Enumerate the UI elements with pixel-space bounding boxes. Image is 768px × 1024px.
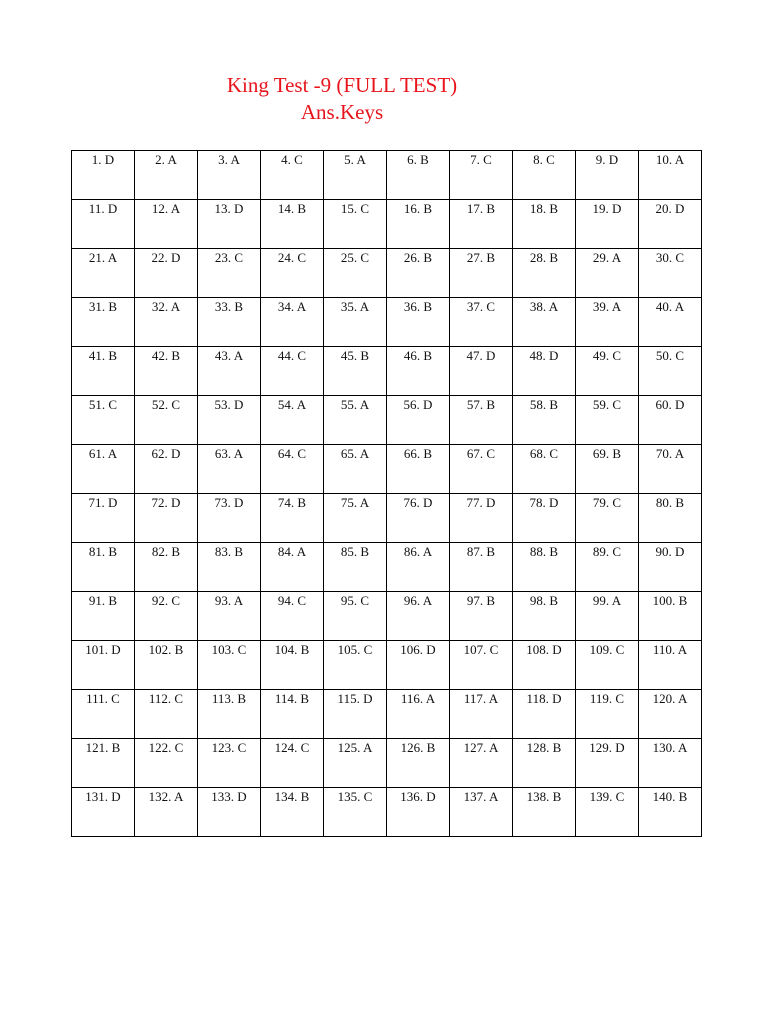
answer-cell xyxy=(639,494,702,543)
answer-text: 73. D xyxy=(214,495,244,510)
answer-text: 93. A xyxy=(214,593,244,608)
answer-text: 129. D xyxy=(589,740,625,755)
answer-cell xyxy=(198,788,261,837)
answer-cell xyxy=(576,445,639,494)
answer-text: 95. C xyxy=(340,593,370,608)
answer-cell xyxy=(198,494,261,543)
answer-text: 108. D xyxy=(526,642,562,657)
answer-cell xyxy=(639,739,702,788)
answer-text: 89. C xyxy=(592,544,622,559)
answer-text: 58. B xyxy=(529,397,559,412)
answer-text: 96. A xyxy=(403,593,433,608)
answer-cell xyxy=(639,592,702,641)
answer-text: 35. A xyxy=(340,299,370,314)
answer-text: 107. C xyxy=(463,642,499,657)
answer-text: 41. B xyxy=(88,348,118,363)
answer-text: 130. A xyxy=(652,740,688,755)
answer-text: 74. B xyxy=(277,495,307,510)
answer-text: 30. C xyxy=(655,250,685,265)
answer-row xyxy=(72,200,702,249)
answer-cell xyxy=(135,151,198,200)
answer-text: 12. A xyxy=(151,201,181,216)
answer-cell xyxy=(135,396,198,445)
answer-text: 120. A xyxy=(652,691,688,706)
answer-cell xyxy=(324,739,387,788)
answer-cell xyxy=(135,200,198,249)
answer-cell xyxy=(324,494,387,543)
answer-text: 15. C xyxy=(340,201,370,216)
answer-cell xyxy=(576,543,639,592)
answer-row xyxy=(72,249,702,298)
answer-text: 94. C xyxy=(277,593,307,608)
answer-text: 67. C xyxy=(466,446,496,461)
answer-text: 23. C xyxy=(214,250,244,265)
answer-cell xyxy=(387,494,450,543)
answer-cell xyxy=(450,788,513,837)
answer-text: 70. A xyxy=(655,446,685,461)
answer-cell xyxy=(72,298,135,347)
answer-cell xyxy=(513,690,576,739)
answer-text: 97. B xyxy=(466,593,496,608)
answer-cell xyxy=(450,592,513,641)
answer-text: 7. C xyxy=(470,152,492,167)
answer-text: 14. B xyxy=(277,201,307,216)
answer-cell xyxy=(324,543,387,592)
answer-cell xyxy=(387,592,450,641)
answer-cell xyxy=(261,298,324,347)
answer-text: 9. D xyxy=(595,152,619,167)
answer-cell xyxy=(324,641,387,690)
answer-cell xyxy=(72,151,135,200)
answer-cell xyxy=(135,298,198,347)
answer-cell xyxy=(639,298,702,347)
answer-text: 132. A xyxy=(148,789,184,804)
answer-cell xyxy=(450,739,513,788)
answer-text: 8. C xyxy=(533,152,555,167)
answer-cell xyxy=(72,200,135,249)
answer-text: 126. B xyxy=(400,740,436,755)
answer-text: 91. B xyxy=(88,593,118,608)
answer-text: 43. A xyxy=(214,348,244,363)
answer-row xyxy=(72,543,702,592)
title-block xyxy=(0,72,684,126)
answer-cell xyxy=(639,200,702,249)
answer-text: 84. A xyxy=(277,544,307,559)
answer-cell xyxy=(576,151,639,200)
answer-text: 114. B xyxy=(274,691,310,706)
answer-text: 99. A xyxy=(592,593,622,608)
answer-cell xyxy=(72,543,135,592)
answer-text: 116. A xyxy=(400,691,436,706)
answer-cell xyxy=(639,690,702,739)
answer-cell xyxy=(135,592,198,641)
answer-text: 68. C xyxy=(529,446,559,461)
answer-cell xyxy=(72,396,135,445)
answer-text: 98. B xyxy=(529,593,559,608)
answer-cell xyxy=(135,739,198,788)
answer-cell xyxy=(513,592,576,641)
answer-text: 45. B xyxy=(340,348,370,363)
answer-text: 88. B xyxy=(529,544,559,559)
answer-cell xyxy=(450,151,513,200)
answer-text: 128. B xyxy=(526,740,562,755)
answer-text: 101. D xyxy=(85,642,121,657)
answer-cell xyxy=(639,347,702,396)
answer-text: 124. C xyxy=(274,740,310,755)
answer-text: 118. D xyxy=(526,691,562,706)
answer-cell xyxy=(513,445,576,494)
answer-text: 44. C xyxy=(277,348,307,363)
answer-text: 64. C xyxy=(277,446,307,461)
answer-row xyxy=(72,788,702,837)
answer-text: 139. C xyxy=(589,789,625,804)
answer-cell xyxy=(639,151,702,200)
answer-row xyxy=(72,641,702,690)
answer-cell xyxy=(576,396,639,445)
answer-text: 36. B xyxy=(403,299,433,314)
answer-cell xyxy=(198,690,261,739)
answer-cell xyxy=(576,592,639,641)
answer-cell xyxy=(576,494,639,543)
answer-text: 18. B xyxy=(529,201,559,216)
answer-cell xyxy=(261,249,324,298)
answer-text: 42. B xyxy=(151,348,181,363)
answer-cell xyxy=(135,788,198,837)
answer-text: 61. A xyxy=(88,446,118,461)
answer-text: 3. A xyxy=(218,152,240,167)
answer-cell xyxy=(513,347,576,396)
answer-cell xyxy=(261,739,324,788)
answer-cell xyxy=(135,347,198,396)
answer-cell xyxy=(450,249,513,298)
answer-text: 122. C xyxy=(148,740,184,755)
answer-cell xyxy=(513,396,576,445)
answer-row xyxy=(72,739,702,788)
answer-cell xyxy=(387,739,450,788)
answer-text: 117. A xyxy=(463,691,499,706)
answer-cell xyxy=(135,249,198,298)
answer-cell xyxy=(135,641,198,690)
answer-text: 48. D xyxy=(529,348,559,363)
answer-text: 86. A xyxy=(403,544,433,559)
answer-cell xyxy=(387,151,450,200)
answer-text: 100. B xyxy=(652,593,688,608)
answer-text: 102. B xyxy=(148,642,184,657)
answer-cell xyxy=(135,494,198,543)
answer-row xyxy=(72,494,702,543)
answer-cell xyxy=(72,690,135,739)
answer-cell xyxy=(324,151,387,200)
answer-cell xyxy=(72,347,135,396)
answer-key-body xyxy=(72,151,702,837)
answer-text: 50. C xyxy=(655,348,685,363)
answer-text: 24. C xyxy=(277,250,307,265)
answer-row xyxy=(72,592,702,641)
answer-cell xyxy=(261,151,324,200)
answer-text: 31. B xyxy=(88,299,118,314)
answer-text: 10. A xyxy=(655,152,685,167)
answer-text: 49. C xyxy=(592,348,622,363)
answer-row xyxy=(72,298,702,347)
answer-text: 85. B xyxy=(340,544,370,559)
answer-cell xyxy=(576,788,639,837)
answer-cell xyxy=(576,739,639,788)
answer-cell xyxy=(324,592,387,641)
answer-row xyxy=(72,396,702,445)
answer-cell xyxy=(72,445,135,494)
answer-text: 4. C xyxy=(281,152,303,167)
answer-cell xyxy=(324,249,387,298)
answer-cell xyxy=(261,445,324,494)
answer-text: 13. D xyxy=(214,201,244,216)
answer-cell xyxy=(576,347,639,396)
answer-text: 72. D xyxy=(151,495,181,510)
answer-cell xyxy=(450,298,513,347)
answer-cell xyxy=(513,543,576,592)
answer-cell xyxy=(387,347,450,396)
answer-cell xyxy=(261,592,324,641)
answer-cell xyxy=(639,249,702,298)
answer-text: 105. C xyxy=(337,642,373,657)
answer-text: 71. D xyxy=(88,495,118,510)
answer-text: 27. B xyxy=(466,250,496,265)
answer-text: 104. B xyxy=(274,642,310,657)
answer-cell xyxy=(450,200,513,249)
answer-text: 87. B xyxy=(466,544,496,559)
answer-row xyxy=(72,445,702,494)
answer-text: 106. D xyxy=(400,642,436,657)
answer-cell xyxy=(261,200,324,249)
answer-cell xyxy=(324,690,387,739)
answer-cell xyxy=(72,788,135,837)
answer-cell xyxy=(639,788,702,837)
answer-text: 75. A xyxy=(340,495,370,510)
answer-cell xyxy=(513,739,576,788)
answer-cell xyxy=(450,641,513,690)
answer-text: 22. D xyxy=(151,250,181,265)
answer-text: 17. B xyxy=(466,201,496,216)
answer-text: 65. A xyxy=(340,446,370,461)
answer-text: 5. A xyxy=(344,152,366,167)
answer-text: 136. D xyxy=(400,789,436,804)
answer-text: 60. D xyxy=(655,397,685,412)
answer-cell xyxy=(513,151,576,200)
answer-cell xyxy=(513,788,576,837)
answer-cell xyxy=(135,445,198,494)
answer-cell xyxy=(450,690,513,739)
answer-text: 53. D xyxy=(214,397,244,412)
answer-row xyxy=(72,151,702,200)
answer-text: 29. A xyxy=(592,250,622,265)
answer-text: 11. D xyxy=(88,201,118,216)
answer-cell xyxy=(198,249,261,298)
answer-cell xyxy=(261,396,324,445)
answer-cell xyxy=(387,641,450,690)
answer-text: 28. B xyxy=(529,250,559,265)
answer-cell xyxy=(198,543,261,592)
answer-cell xyxy=(72,494,135,543)
answer-cell xyxy=(387,445,450,494)
answer-cell xyxy=(639,396,702,445)
answer-text: 119. C xyxy=(589,691,625,706)
answer-cell xyxy=(576,249,639,298)
answer-cell xyxy=(261,543,324,592)
answer-text: 56. D xyxy=(403,397,433,412)
answer-text: 125. A xyxy=(337,740,373,755)
answer-text: 137. A xyxy=(463,789,499,804)
answer-text: 112. C xyxy=(148,691,184,706)
answer-text: 69. B xyxy=(592,446,622,461)
answer-cell xyxy=(324,396,387,445)
answer-key-table xyxy=(71,150,702,837)
answer-text: 34. A xyxy=(277,299,307,314)
answer-cell xyxy=(324,445,387,494)
answer-cell xyxy=(387,249,450,298)
answer-cell xyxy=(324,298,387,347)
answer-cell xyxy=(198,151,261,200)
answer-text: 138. B xyxy=(526,789,562,804)
answer-text: 103. C xyxy=(211,642,247,657)
answer-text: 92. C xyxy=(151,593,181,608)
answer-cell xyxy=(576,690,639,739)
answer-text: 66. B xyxy=(403,446,433,461)
answer-cell xyxy=(513,641,576,690)
answer-text: 40. A xyxy=(655,299,685,314)
answer-text: 1. D xyxy=(91,152,115,167)
answer-text: 82. B xyxy=(151,544,181,559)
answer-text: 90. D xyxy=(655,544,685,559)
answer-text: 121. B xyxy=(85,740,121,755)
answer-text: 25. C xyxy=(340,250,370,265)
answer-text: 83. B xyxy=(214,544,244,559)
answer-cell xyxy=(72,641,135,690)
answer-cell xyxy=(324,347,387,396)
answer-cell xyxy=(198,200,261,249)
answer-text: 63. A xyxy=(214,446,244,461)
answer-text: 81. B xyxy=(88,544,118,559)
answer-cell xyxy=(198,641,261,690)
answer-cell xyxy=(72,739,135,788)
answer-text: 2. A xyxy=(155,152,177,167)
answer-cell xyxy=(324,788,387,837)
answer-cell xyxy=(387,396,450,445)
answer-row xyxy=(72,690,702,739)
answer-cell xyxy=(513,249,576,298)
answer-cell xyxy=(450,445,513,494)
answer-cell xyxy=(450,396,513,445)
answer-cell xyxy=(72,249,135,298)
answer-text: 38. A xyxy=(529,299,559,314)
answer-text: 109. C xyxy=(589,642,625,657)
answer-text: 77. D xyxy=(466,495,496,510)
answer-text: 62. D xyxy=(151,446,181,461)
answer-cell xyxy=(198,347,261,396)
answer-text: 76. D xyxy=(403,495,433,510)
answer-text: 32. A xyxy=(151,299,181,314)
answer-cell xyxy=(576,298,639,347)
answer-cell xyxy=(261,788,324,837)
answer-text: 110. A xyxy=(652,642,688,657)
answer-text: 79. C xyxy=(592,495,622,510)
answer-text: 133. D xyxy=(211,789,247,804)
answer-cell xyxy=(135,690,198,739)
answer-cell xyxy=(261,690,324,739)
answer-cell xyxy=(639,641,702,690)
answer-text: 115. D xyxy=(337,691,373,706)
answer-text: 113. B xyxy=(211,691,247,706)
answer-cell xyxy=(261,641,324,690)
answer-cell xyxy=(639,445,702,494)
answer-text: 39. A xyxy=(592,299,622,314)
answer-text: 6. B xyxy=(407,152,429,167)
answer-text: 78. D xyxy=(529,495,559,510)
answer-cell xyxy=(387,543,450,592)
answer-cell xyxy=(450,494,513,543)
answer-cell xyxy=(387,690,450,739)
answer-cell xyxy=(450,347,513,396)
answer-row xyxy=(72,347,702,396)
answer-text: 55. A xyxy=(340,397,370,412)
answer-text: 54. A xyxy=(277,397,307,412)
answer-text: 80. B xyxy=(655,495,685,510)
answer-text: 140. B xyxy=(652,789,688,804)
answer-cell xyxy=(324,200,387,249)
answer-text: 20. D xyxy=(655,201,685,216)
answer-text: 131. D xyxy=(85,789,121,804)
answer-text: 16. B xyxy=(403,201,433,216)
answer-cell xyxy=(387,200,450,249)
document-title: King Test -9 (FULL TEST) xyxy=(226,73,458,97)
answer-cell xyxy=(135,543,198,592)
answer-cell xyxy=(198,592,261,641)
answer-cell xyxy=(387,788,450,837)
answer-cell xyxy=(576,200,639,249)
answer-text: 26. B xyxy=(403,250,433,265)
answer-cell xyxy=(261,347,324,396)
answer-cell xyxy=(198,739,261,788)
answer-text: 111. C xyxy=(86,691,120,706)
answer-cell xyxy=(513,494,576,543)
answer-cell xyxy=(513,200,576,249)
answer-cell xyxy=(576,641,639,690)
answer-cell xyxy=(198,396,261,445)
answer-cell xyxy=(261,494,324,543)
answer-cell xyxy=(198,298,261,347)
answer-text: 21. A xyxy=(88,250,118,265)
answer-text: 19. D xyxy=(592,201,622,216)
answer-text: 47. D xyxy=(466,348,496,363)
answer-cell xyxy=(198,445,261,494)
answer-text: 37. C xyxy=(466,299,496,314)
answer-cell xyxy=(513,298,576,347)
answer-text: 51. C xyxy=(88,397,118,412)
document-subtitle: Ans.Keys xyxy=(300,100,384,124)
answer-text: 59. C xyxy=(592,397,622,412)
answer-cell xyxy=(72,592,135,641)
answer-text: 134. B xyxy=(274,789,310,804)
answer-cell xyxy=(639,543,702,592)
answer-cell xyxy=(387,298,450,347)
answer-text: 33. B xyxy=(214,299,244,314)
answer-text: 135. C xyxy=(337,789,373,804)
answer-text: 46. B xyxy=(403,348,433,363)
answer-text: 57. B xyxy=(466,397,496,412)
answer-text: 123. C xyxy=(211,740,247,755)
answer-text: 127. A xyxy=(463,740,499,755)
answer-cell xyxy=(450,543,513,592)
answer-text: 52. C xyxy=(151,397,181,412)
